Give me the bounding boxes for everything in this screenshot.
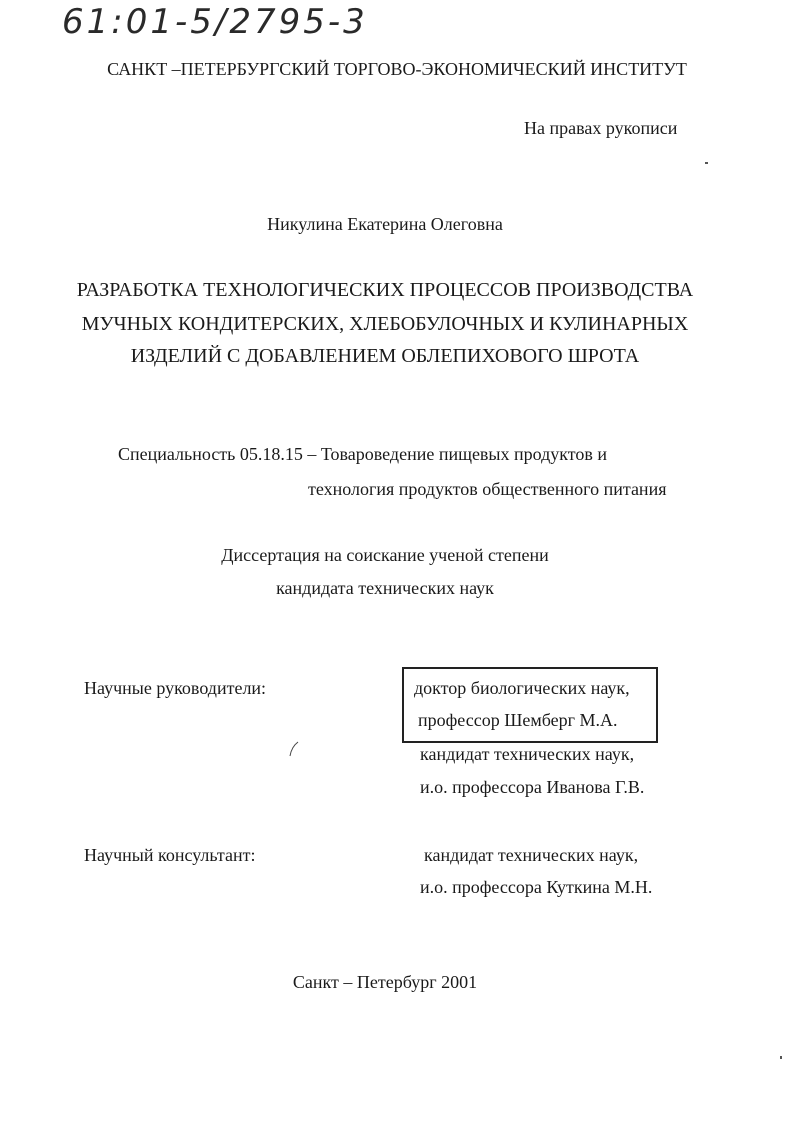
specialty-line-2: технология продуктов общественного питания <box>308 479 667 499</box>
scan-speck <box>705 162 708 164</box>
supervisors-label: Научные руководители: <box>84 678 267 698</box>
supervisor-line: доктор биологических наук, <box>414 678 630 698</box>
scan-speck <box>780 1056 782 1059</box>
author-name: Никулина Екатерина Олеговна <box>267 214 503 234</box>
institute-name: САНКТ –ПЕТЕРБУРГСКИЙ ТОРГОВО-ЭКОНОМИЧЕСКИЙ ИНСТИТУТ <box>107 59 687 79</box>
pencil-mark <box>288 741 300 757</box>
consultant-label: Научный консультант: <box>84 845 256 865</box>
dissertation-line-1: Диссертация на соискание ученой степени <box>221 545 549 565</box>
rights-note: На правах рукописи <box>524 118 678 138</box>
consultant-line: кандидат технических наук, <box>424 845 639 865</box>
archive-code: 61:01-5/2795-3 <box>62 2 368 42</box>
title-line: РАЗРАБОТКА ТЕХНОЛОГИЧЕСКИХ ПРОЦЕССОВ ПРОИЗВОДСТВА <box>76 279 694 301</box>
city-year: Санкт – Петербург 2001 <box>292 972 478 992</box>
supervisor-line: кандидат технических наук, <box>420 744 635 764</box>
supervisor-line: и.о. профессора Иванова Г.В. <box>420 777 645 797</box>
dissertation-line-2: кандидата технических наук <box>276 578 494 598</box>
title-line: МУЧНЫХ КОНДИТЕРСКИХ, ХЛЕБОБУЛОЧНЫХ И КУЛИНАРНЫХ <box>81 313 689 335</box>
supervisor-line: профессор Шемберг М.А. <box>418 710 618 730</box>
consultant-line: и.о. профессора Куткина М.Н. <box>420 877 653 897</box>
title-line: ИЗДЕЛИЙ С ДОБАВЛЕНИЕМ ОБЛЕПИХОВОГО ШРОТА <box>130 345 640 367</box>
specialty-line-1: Специальность 05.18.15 – Товароведение пищевых продуктов и <box>118 444 608 464</box>
